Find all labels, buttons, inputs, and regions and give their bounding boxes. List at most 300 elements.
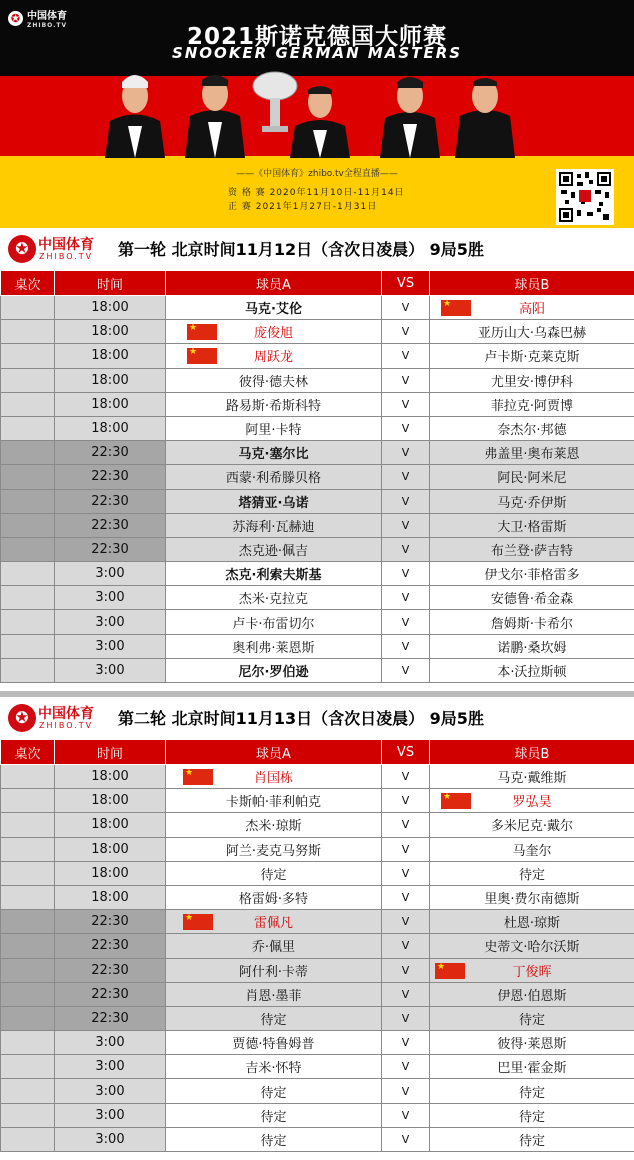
table-number-cell	[1, 465, 55, 489]
player-b-text: 多米尼克·戴尔	[490, 819, 574, 835]
player-a-text: 庞俊旭	[253, 326, 293, 342]
vs-cell	[382, 861, 430, 885]
time-cell	[55, 885, 166, 909]
vs-cell	[382, 441, 430, 465]
table-number-cell	[1, 344, 55, 368]
match-row	[1, 416, 634, 440]
vs-cell	[382, 392, 430, 416]
player-a-text: 阿里·卡特	[245, 423, 302, 439]
vs-cell	[382, 885, 430, 909]
table-number-cell	[1, 934, 55, 958]
vs-cell	[382, 296, 430, 320]
match-row	[1, 513, 634, 537]
table-number-cell	[1, 416, 55, 440]
player-a-text: 肖国栋	[253, 771, 293, 787]
time-cell	[55, 934, 166, 958]
player-b-text: 待定	[518, 1085, 545, 1101]
player-a-text: 乔·佩里	[251, 940, 296, 956]
table-number-cell	[1, 392, 55, 416]
player-b-cell	[430, 910, 634, 934]
time-text: 22:30	[91, 938, 129, 954]
player-b-cell	[430, 885, 634, 909]
player-a-cell	[166, 489, 382, 513]
time-text: 3:00	[95, 590, 125, 606]
match-row	[1, 765, 634, 789]
time-text: 18:00	[91, 396, 129, 412]
time-text: 18:00	[91, 841, 129, 857]
vs-text: V	[401, 373, 410, 387]
vs-cell	[382, 610, 430, 634]
time-text: 18:00	[91, 421, 129, 437]
players-illustration	[90, 66, 530, 158]
match-row	[1, 586, 634, 610]
column-header: VS	[382, 271, 430, 296]
player-a-text: 苏海利·瓦赫迪	[232, 519, 315, 535]
player-a-cell	[166, 368, 382, 392]
vs-text: V	[401, 842, 410, 856]
table-number-cell	[1, 982, 55, 1006]
time-text: 22:30	[91, 1010, 129, 1026]
time-text: 22:30	[91, 493, 129, 509]
player-b-cell	[430, 296, 634, 320]
time-cell	[55, 789, 166, 813]
time-text: 22:30	[91, 445, 129, 461]
vs-cell	[382, 344, 430, 368]
time-cell	[55, 368, 166, 392]
player-a-text: 杰米·琼斯	[245, 819, 302, 835]
player-a-text: 吉米·怀特	[245, 1061, 302, 1077]
time-text: 3:00	[95, 614, 125, 630]
player-b-text: 奈杰尔·邦德	[497, 423, 567, 439]
vs-text: V	[401, 987, 410, 1001]
time-text: 3:00	[95, 1083, 125, 1099]
player-b-cell	[430, 441, 634, 465]
time-cell	[55, 296, 166, 320]
time-cell	[55, 586, 166, 610]
broadcast-note: ——《中国体育》zhibo.tv全程直播——	[236, 169, 398, 179]
player-a-text: 路易斯·希斯科特	[225, 398, 322, 414]
vs-text: V	[401, 615, 410, 629]
match-row	[1, 1006, 634, 1030]
event-title-cn: 2021斯诺克德国大师赛	[186, 24, 447, 50]
player-a-cell	[166, 441, 382, 465]
table-header-row	[1, 740, 634, 765]
table-number-cell	[1, 610, 55, 634]
player-b-text: 马克·乔伊斯	[497, 495, 567, 511]
time-cell	[55, 861, 166, 885]
player-b-cell	[430, 368, 634, 392]
schedule-table-round-1	[0, 270, 634, 683]
vs-cell	[382, 586, 430, 610]
time-text: 18:00	[91, 865, 129, 881]
time-cell	[55, 392, 166, 416]
player-a-cell	[166, 934, 382, 958]
vs-cell	[382, 416, 430, 440]
player-a-cell	[166, 861, 382, 885]
player-a-text: 待定	[260, 1109, 287, 1125]
table-number-cell	[1, 910, 55, 934]
trophy-icon	[253, 72, 297, 132]
round-logo	[8, 703, 100, 733]
round-title: 第一轮 北京时间11月12日（含次日凌晨） 9局5胜	[118, 240, 484, 259]
player-a-cell	[166, 1006, 382, 1030]
player-b-text: 亚历山大·乌森巴赫	[477, 326, 587, 342]
match-row	[1, 392, 634, 416]
player-a-cell	[166, 610, 382, 634]
vs-cell	[382, 958, 430, 982]
time-cell	[55, 658, 166, 682]
time-text: 22:30	[91, 914, 129, 930]
player-b-text: 弗盖里·奥布莱恩	[484, 447, 580, 463]
player-a-cell	[166, 513, 382, 537]
time-cell	[55, 765, 166, 789]
table-number-cell	[1, 441, 55, 465]
table-number-cell	[1, 1079, 55, 1103]
match-row	[1, 1055, 634, 1079]
player-a-text: 待定	[260, 1085, 287, 1101]
main-event-dates: 正 赛 2021年1月27日-1月31日	[228, 202, 378, 212]
vs-cell	[382, 1006, 430, 1030]
player-b-text: 待定	[518, 1133, 545, 1149]
player-a-text: 待定	[260, 867, 287, 883]
player-b-text: 卢卡斯·克莱克斯	[484, 350, 580, 366]
player-a-cell	[166, 392, 382, 416]
player-a-text: 肖恩·墨菲	[245, 988, 302, 1004]
player-a-text: 雷佩凡	[253, 916, 293, 932]
player-b-text: 彼得·莱恩斯	[497, 1037, 567, 1053]
player-a-cell	[166, 586, 382, 610]
vs-cell	[382, 634, 430, 658]
player-a-text: 待定	[260, 1012, 287, 1028]
vs-text: V	[401, 639, 410, 653]
player-a-text: 马克·艾伦	[245, 302, 302, 318]
round-logo-text: 中国体育	[38, 706, 94, 722]
time-cell	[55, 416, 166, 440]
player-b-cell	[430, 1031, 634, 1055]
player-b-text: 待定	[518, 1109, 545, 1125]
player-a-text: 卡斯帕·菲利帕克	[225, 795, 322, 811]
player-b-cell	[430, 1127, 634, 1151]
player-a-cell	[166, 296, 382, 320]
match-row	[1, 368, 634, 392]
time-cell	[55, 513, 166, 537]
brand-logo-icon: ✪	[8, 11, 23, 26]
time-text: 3:00	[95, 662, 125, 678]
china-flag-icon	[435, 963, 465, 979]
player-a-cell	[166, 465, 382, 489]
player-a-cell	[166, 658, 382, 682]
player-b-text: 本·沃拉斯顿	[497, 664, 567, 680]
player-a-text: 卢卡·布雷切尔	[232, 616, 315, 632]
vs-text: V	[401, 866, 410, 880]
player-b-cell	[430, 1006, 634, 1030]
player-b-cell	[430, 813, 634, 837]
round-title: 第二轮 北京时间11月13日（含次日凌晨） 9局5胜	[118, 709, 484, 728]
player-b-cell	[430, 1055, 634, 1079]
time-text: 18:00	[91, 300, 129, 316]
player-a-text: 杰米·克拉克	[238, 592, 309, 608]
vs-text: V	[401, 939, 410, 953]
player-b-text: 诺鹏·桑坎姆	[497, 640, 567, 656]
player-a-cell	[166, 537, 382, 561]
china-flag-icon	[441, 300, 471, 316]
vs-text: V	[401, 1108, 410, 1122]
table-number-cell	[1, 513, 55, 537]
vs-text: V	[401, 518, 410, 532]
match-row	[1, 934, 634, 958]
vs-text: V	[401, 301, 410, 315]
player-a-text: 杰克逊·佩吉	[238, 543, 309, 559]
vs-text: V	[401, 470, 410, 484]
player-b-cell	[430, 392, 634, 416]
player-a-cell	[166, 1079, 382, 1103]
time-text: 18:00	[91, 372, 129, 388]
match-row	[1, 296, 634, 320]
column-header: 球员B	[430, 271, 634, 296]
china-flag-icon	[187, 348, 217, 364]
table-number-cell	[1, 634, 55, 658]
vs-cell	[382, 1055, 430, 1079]
player-b-text: 丁俊晖	[512, 964, 552, 980]
player-b-text: 詹姆斯·卡希尔	[490, 616, 574, 632]
player-a-text: 阿什利·卡蒂	[238, 964, 309, 980]
vs-text: V	[401, 1011, 410, 1025]
round-logo-sub: ZHIBO.TV	[39, 252, 94, 261]
player-b-cell	[430, 837, 634, 861]
player-a-text: 周跃龙	[253, 350, 293, 366]
vs-text: V	[401, 446, 410, 460]
vs-cell	[382, 813, 430, 837]
vs-cell	[382, 1079, 430, 1103]
player-b-text: 伊恩·伯恩斯	[497, 988, 567, 1004]
vs-cell	[382, 1127, 430, 1151]
time-text: 18:00	[91, 817, 129, 833]
time-cell	[55, 1103, 166, 1127]
player-a-cell	[166, 344, 382, 368]
time-text: 3:00	[95, 1131, 125, 1147]
match-row	[1, 861, 634, 885]
column-header: 时间	[55, 740, 166, 765]
vs-cell	[382, 489, 430, 513]
time-cell	[55, 537, 166, 561]
table-number-cell	[1, 885, 55, 909]
table-number-cell	[1, 789, 55, 813]
vs-text: V	[401, 794, 410, 808]
table-number-cell	[1, 1103, 55, 1127]
vs-text: V	[401, 542, 410, 556]
vs-text: V	[401, 349, 410, 363]
player-b-text: 高阳	[518, 302, 545, 318]
player-a-cell	[166, 982, 382, 1006]
time-cell	[55, 320, 166, 344]
vs-text: V	[401, 1132, 410, 1146]
player-a-cell	[166, 634, 382, 658]
player-b-cell	[430, 562, 634, 586]
player-b-cell	[430, 1103, 634, 1127]
player-a-text: 杰克·利索夫斯基	[225, 568, 322, 584]
china-flag-icon	[183, 914, 213, 930]
column-header: 球员A	[166, 740, 382, 765]
table-number-cell	[1, 1031, 55, 1055]
player-a-text: 彼得·德夫林	[238, 374, 309, 390]
player-b-text: 待定	[518, 1012, 545, 1028]
vs-text: V	[401, 963, 410, 977]
table-number-cell	[1, 368, 55, 392]
player-a-cell	[166, 1031, 382, 1055]
player-b-cell	[430, 982, 634, 1006]
vs-text: V	[401, 422, 410, 436]
table-number-cell	[1, 586, 55, 610]
column-header: 桌次	[1, 271, 55, 296]
table-number-cell	[1, 958, 55, 982]
match-row	[1, 489, 634, 513]
player-b-cell	[430, 465, 634, 489]
brand-logo-text: 中国体育	[27, 11, 67, 22]
time-text: 18:00	[91, 348, 129, 364]
vs-text: V	[401, 818, 410, 832]
match-row	[1, 610, 634, 634]
vs-text: V	[401, 1084, 410, 1098]
player-b-text: 史蒂文·哈尔沃斯	[484, 940, 580, 956]
table-number-cell	[1, 489, 55, 513]
table-number-cell	[1, 837, 55, 861]
time-cell	[55, 610, 166, 634]
player-b-cell	[430, 634, 634, 658]
player-a-text: 阿兰·麦克马努斯	[225, 843, 322, 859]
match-row	[1, 562, 634, 586]
time-cell	[55, 837, 166, 861]
table-number-cell	[1, 861, 55, 885]
vs-text: V	[401, 325, 410, 339]
player-b-cell	[430, 537, 634, 561]
brand-ball-icon: ✪	[8, 235, 36, 263]
player-b-text: 待定	[518, 867, 545, 883]
match-row	[1, 885, 634, 909]
table-number-cell	[1, 562, 55, 586]
vs-text: V	[401, 663, 410, 677]
table-number-cell	[1, 296, 55, 320]
time-cell	[55, 465, 166, 489]
player-a-cell	[166, 813, 382, 837]
match-row	[1, 1103, 634, 1127]
match-row	[1, 982, 634, 1006]
time-text: 3:00	[95, 1107, 125, 1123]
time-text: 22:30	[91, 986, 129, 1002]
time-cell	[55, 344, 166, 368]
player-b-text: 布兰登·萨吉特	[490, 543, 574, 559]
brand-logo-sub: ZHIBO.TV	[27, 22, 68, 29]
player-a-text: 尼尔·罗伯逊	[238, 664, 309, 680]
player-b-cell	[430, 416, 634, 440]
time-cell	[55, 1079, 166, 1103]
match-row	[1, 634, 634, 658]
round-logo	[8, 234, 100, 264]
time-cell	[55, 634, 166, 658]
column-header: 球员B	[430, 740, 634, 765]
vs-cell	[382, 837, 430, 861]
vs-cell	[382, 658, 430, 682]
player-b-text: 罗弘昊	[512, 795, 552, 811]
vs-cell	[382, 562, 430, 586]
table-number-cell	[1, 1006, 55, 1030]
match-row	[1, 537, 634, 561]
match-row	[1, 958, 634, 982]
player-a-cell	[166, 1127, 382, 1151]
player-b-cell	[430, 765, 634, 789]
round-1-header	[0, 228, 634, 270]
vs-cell	[382, 765, 430, 789]
qr-code[interactable]	[556, 169, 614, 225]
player-a-cell	[166, 765, 382, 789]
schedule-table-round-2	[0, 739, 634, 1152]
vs-cell	[382, 320, 430, 344]
table-number-cell	[1, 813, 55, 837]
vs-cell	[382, 465, 430, 489]
vs-text: V	[401, 591, 410, 605]
header-banner	[0, 0, 634, 228]
player-a-text: 待定	[260, 1133, 287, 1149]
player-b-cell	[430, 789, 634, 813]
time-cell	[55, 1006, 166, 1030]
player-b-cell	[430, 344, 634, 368]
player-a-cell	[166, 562, 382, 586]
vs-cell	[382, 789, 430, 813]
time-text: 18:00	[91, 793, 129, 809]
vs-text: V	[401, 1036, 410, 1050]
china-flag-icon	[441, 793, 471, 809]
vs-text: V	[401, 397, 410, 411]
table-header-row	[1, 271, 634, 296]
vs-cell	[382, 1031, 430, 1055]
time-text: 3:00	[95, 638, 125, 654]
vs-cell	[382, 910, 430, 934]
time-cell	[55, 1127, 166, 1151]
vs-cell	[382, 1103, 430, 1127]
time-text: 18:00	[91, 324, 129, 340]
match-row	[1, 320, 634, 344]
player-b-text: 阿民·阿米尼	[497, 471, 567, 487]
player-a-cell	[166, 1055, 382, 1079]
vs-cell	[382, 513, 430, 537]
vs-cell	[382, 934, 430, 958]
time-cell	[55, 982, 166, 1006]
table-number-cell	[1, 320, 55, 344]
player-b-cell	[430, 489, 634, 513]
time-text: 22:30	[91, 962, 129, 978]
column-header: 球员A	[166, 271, 382, 296]
player-a-cell	[166, 416, 382, 440]
time-text: 22:30	[91, 541, 129, 557]
time-cell	[55, 489, 166, 513]
player-a-text: 马克·塞尔比	[238, 447, 309, 463]
player-b-cell	[430, 1079, 634, 1103]
column-header: VS	[382, 740, 430, 765]
event-title-en: SNOOKER GERMAN MASTERS	[171, 44, 463, 62]
time-cell	[55, 441, 166, 465]
vs-cell	[382, 982, 430, 1006]
player-b-text: 巴里·霍金斯	[497, 1061, 567, 1077]
player-a-cell	[166, 320, 382, 344]
round-2-header	[0, 697, 634, 739]
player-a-cell	[166, 789, 382, 813]
round-logo-sub: ZHIBO.TV	[39, 721, 94, 730]
player-b-text: 伊戈尔·菲格雷多	[484, 568, 580, 584]
time-cell	[55, 910, 166, 934]
time-text: 22:30	[91, 517, 129, 533]
table-number-cell	[1, 1055, 55, 1079]
match-row	[1, 1079, 634, 1103]
time-cell	[55, 1055, 166, 1079]
